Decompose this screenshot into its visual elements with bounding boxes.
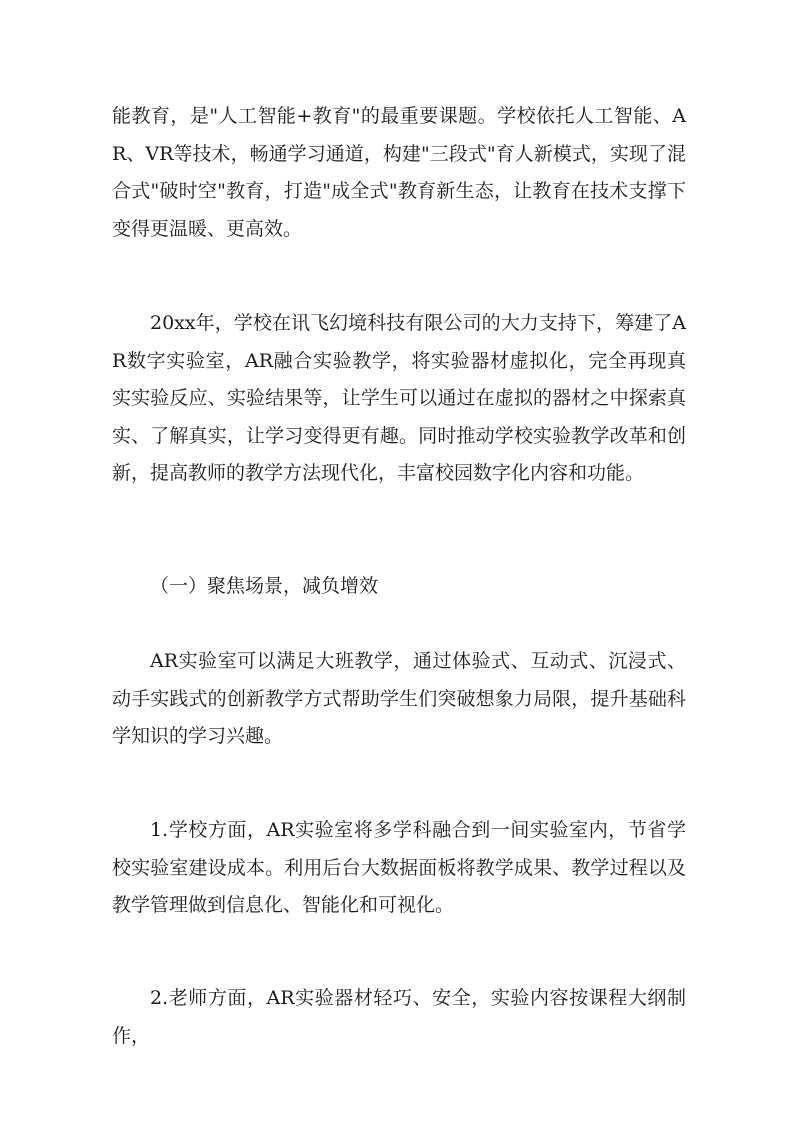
paragraph-school-aspect: 1.学校方面，AR实验室将多学科融合到一间实验室内，节省学校实验室建设成本。利用后台大数据面板将教学成果、教学过程以及教学管理做到信息化、智能化和可视化。	[112, 819, 686, 917]
section-heading: （一）聚焦场景，减负增效	[150, 575, 379, 597]
paragraph-ar-lab-intro: 20xx年，学校在讯飞幻境科技有限公司的大力支持下，筹建了AR数字实验室，AR融合实验教学，将实验器材虚拟化，完全再现真实实验反应、实验结果等，让学生可以通过在虚拟的器材之中探索真实、了解真实，让学习变得更有趣。同时推动学校实验教学改革和创新，提高教师的教学方法现代化，丰富校园数字化内容和功能。	[112, 312, 686, 485]
paragraph-teacher-aspect: 2.老师方面，AR实验器材轻巧、安全，实验内容按课程大纲制作，	[112, 987, 686, 1047]
paragraph-ar-lab-teaching: AR实验室可以满足大班教学，通过体验式、互动式、沉浸式、动手实践式的创新教学方式帮助学生们突破想象力局限，提升基础科学知识的学习兴趣。	[112, 650, 686, 748]
paragraph-ai-education: 能教育，是"人工智能+教育"的最重要课题。学校依托人工智能、AR、VR等技术，畅通学习通道，构建"三段式"育人新模式，实现了混合式"破时空"教育，打造"成全式"教育新生态，让教育在技术支撑下变得更温暖、更高效。	[112, 105, 686, 240]
